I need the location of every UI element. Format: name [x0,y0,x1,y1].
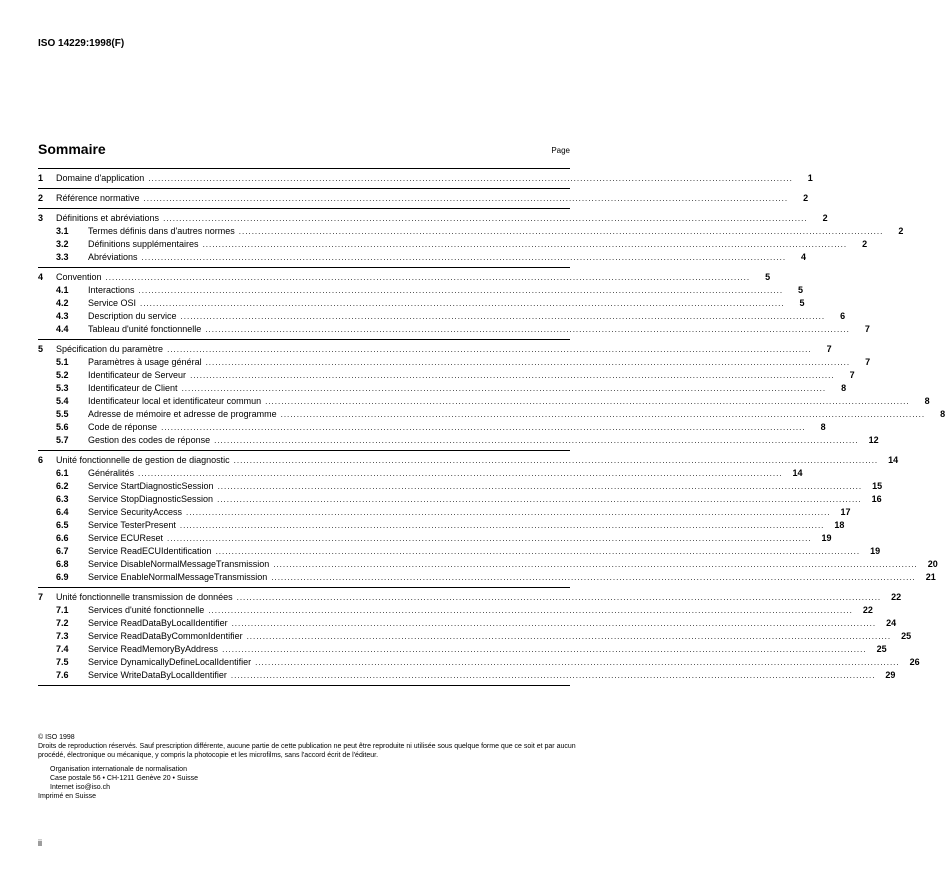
toc-subentry[interactable] [38,369,855,382]
entry-number: 4.2 [56,298,69,308]
entry-page: 7 [865,357,871,367]
toc-subentry[interactable] [38,251,807,264]
entry-page: 5 [798,285,804,295]
entry-title: Service ReadECUIdentification [88,546,212,556]
toc-subentry[interactable] [38,493,882,506]
toc-section [38,189,809,209]
entry-page: 6 [840,311,846,321]
dot-leader: ........................................................................................................................................................................................................ [205,358,851,367]
toc-subentry[interactable] [38,506,851,519]
page-column-label: Page [551,146,570,155]
toc-subentry[interactable] [38,519,845,532]
entry-number: 4 [38,272,44,282]
entry-title: Service ECUReset [88,533,164,543]
entry-number: 5.7 [56,435,69,445]
entry-title: Convention [56,272,102,282]
entry-number: 6.2 [56,481,69,491]
entry-page: 2 [862,239,868,249]
toc-entry[interactable] [38,271,771,284]
copyright: © ISO 1998 [38,734,75,741]
entry-number: 5.1 [56,357,69,367]
dot-leader: ........................................................................................................................................................................................................ [105,273,751,282]
dot-leader: ........................................................................................................................................................................................................ [138,286,784,295]
entry-title: Service TesterPresent [88,520,176,530]
entry-number: 5.2 [56,370,69,380]
entry-number: 5.4 [56,396,69,406]
entry-title: Référence normative [56,193,140,203]
dot-leader: ........................................................................................................................................................................................................ [181,384,827,393]
entry-page: 8 [940,409,945,419]
dot-leader: ........................................................................................................................................................................................................ [161,423,806,432]
entry-title: Identificateur de Serveur [88,370,187,380]
dot-leader: ........................................................................................................................................................................................................ [236,593,882,602]
toc-section [38,451,938,588]
entry-number: 7.1 [56,605,69,615]
dot-leader: ........................................................................................................................................................................................................ [214,436,859,445]
entry-title: Unité fonctionnelle transmission de données [56,592,233,602]
toc-subentry[interactable] [38,323,870,336]
dot-leader: ........................................................................................................................................................................................................ [190,371,835,380]
toc-subentry[interactable] [38,297,805,310]
toc-entry[interactable] [38,192,809,205]
toc-subentry[interactable] [38,630,912,643]
dot-leader: ........................................................................................................................................................................................................ [138,469,783,478]
toc-subentry[interactable] [38,395,930,408]
dot-leader: ........................................................................................................................................................................................................ [217,482,863,491]
toc-subentry[interactable] [38,656,920,669]
entry-title: Service StartDiagnosticSession [88,481,214,491]
dot-leader: ........................................................................................................................................................................................................ [233,456,879,465]
entry-page: 7 [826,344,832,354]
entry-number: 7.4 [56,644,69,654]
dot-leader: ........................................................................................................................................................................................................ [179,521,825,530]
entry-page: 25 [901,631,912,641]
entry-page: 22 [862,605,873,615]
entry-number: 6 [38,455,44,465]
toc-section [38,588,920,686]
entry-number: 4.3 [56,311,69,321]
entry-page: 14 [888,455,899,465]
org-name: Organisation internationale de normalisation [50,766,187,773]
toc-subentry[interactable] [38,643,887,656]
entry-number: 6.6 [56,533,69,543]
standard-id: ISO 14229:1998(F) [38,38,125,49]
entry-title: Service SecurityAccess [88,507,183,517]
entry-title: Service ReadMemoryByAddress [88,644,219,654]
entry-title: Interactions [88,285,135,295]
rights-notice: Droits de reproduction réservés. Sauf prescription différente, aucune partie de cette publication ne peut être reproduite ni utilisée sous quelque forme que ce soit et par aucun procédé, électronique ou mécanique, y compris la photocopie et les microfilms, sans l'accord écrit de l'éditeur. [38,743,576,759]
dot-leader: ........................................................................................................................................................................................................ [167,345,812,354]
entry-page: 5 [765,272,771,282]
entry-number: 5 [38,344,44,354]
entry-page: 8 [924,396,930,406]
dot-leader: ........................................................................................................................................................................................................ [265,397,910,406]
entry-number: 7.3 [56,631,69,641]
entry-number: 7.2 [56,618,69,628]
toc-subentry[interactable] [38,238,868,251]
entry-page: 19 [870,546,881,556]
dot-leader: ........................................................................................................................................................................................................ [231,619,877,628]
entry-page: 25 [876,644,887,654]
printed-in: Imprimé en Suisse [38,793,96,800]
dot-leader: ........................................................................................................................................................................................................ [271,573,916,582]
entry-page: 22 [891,592,902,602]
toc-subentry[interactable] [38,434,879,447]
entry-number: 3 [38,213,44,223]
entry-number: 3.1 [56,226,69,236]
entry-page: 7 [864,324,870,334]
dot-leader: ........................................................................................................................................................................................................ [208,606,853,615]
entry-title: Service WriteDataByLocalIdentifier [88,670,227,680]
entry-page: 8 [841,383,847,393]
dot-leader: ........................................................................................................................................................................................................ [238,227,884,236]
toc-subentry[interactable] [38,532,832,545]
dot-leader: ........................................................................................................................................................................................................ [205,325,850,334]
entry-page: 15 [872,481,883,491]
dot-leader: ........................................................................................................................................................................................................ [273,560,918,569]
toc-entry[interactable] [38,343,832,356]
entry-number: 1 [38,173,44,183]
entry-page: 17 [840,507,851,517]
entry-title: Service ReadDataByCommonIdentifier [88,631,243,641]
entry-title: Gestion des codes de réponse [88,435,211,445]
entry-title: Tableau d'unité fonctionnelle [88,324,202,334]
entry-number: 3.2 [56,239,69,249]
entry-number: 6.1 [56,468,69,478]
entry-number: 4.4 [56,324,69,334]
toc-section [38,268,870,340]
entry-page: 21 [925,572,936,582]
entry-title: Services d'unité fonctionnelle [88,605,205,615]
entry-number: 5.6 [56,422,69,432]
org-address: Case postale 56 • CH-1211 Genève 20 • Suisse [50,775,198,782]
footer [38,733,578,801]
entry-number: 2 [38,193,44,203]
entry-number: 5.3 [56,383,69,393]
entry-page: 18 [834,520,845,530]
entry-page: 1 [807,173,813,183]
toc-subentry[interactable] [38,617,897,630]
toc-subentry[interactable] [38,669,896,682]
entry-page: 5 [799,298,805,308]
dot-leader: ........................................................................................................................................................................................................ [255,658,900,667]
toc-subentry[interactable] [38,284,804,297]
entry-title: Identificateur local et identificateur commun [88,396,262,406]
entry-title: Adresse de mémoire et adresse de programme [88,409,277,419]
table-of-contents [38,168,945,686]
entry-page: 14 [792,468,803,478]
entry-page: 16 [871,494,882,504]
entry-number: 5.5 [56,409,69,419]
entry-number: 6.7 [56,546,69,556]
dot-leader: ........................................................................................................................................................................................................ [246,632,892,641]
entry-title: Abréviations [88,252,138,262]
entry-page: 8 [820,422,826,432]
entry-title: Service ReadDataByLocalIdentifier [88,618,228,628]
entry-page: 24 [886,618,897,628]
entry-page: 7 [849,370,855,380]
page-number: ii [38,838,42,848]
dot-leader: ........................................................................................................................................................................................................ [148,174,793,183]
toc-section [38,168,813,189]
toc-entry[interactable] [38,591,902,604]
toc-subentry[interactable] [38,310,846,323]
entry-page: 2 [898,226,904,236]
entry-page: 4 [801,252,807,262]
toc-subentry[interactable] [38,225,904,238]
entry-page: 2 [822,213,828,223]
entry-title: Code de réponse [88,422,158,432]
entry-title: Service OSI [88,298,137,308]
entry-title: Service StopDiagnosticSession [88,494,214,504]
entry-title: Définitions et abréviations [56,213,160,223]
toc-subentry[interactable] [38,604,873,617]
entry-title: Généralités [88,468,135,478]
toc-subentry[interactable] [38,545,881,558]
dot-leader: ........................................................................................................................................................................................................ [141,253,787,262]
entry-title: Identificateur de Client [88,383,178,393]
entry-number: 7.5 [56,657,69,667]
toc-title: Sommaire [38,141,106,157]
toc-entry[interactable] [38,454,899,467]
toc-entry[interactable] [38,172,813,185]
entry-page: 26 [909,657,920,667]
entry-number: 6.8 [56,559,69,569]
entry-title: Description du service [88,311,177,321]
dot-leader: ........................................................................................................................................................................................................ [163,214,808,223]
toc-subentry[interactable] [38,382,847,395]
entry-number: 7 [38,592,44,602]
entry-number: 4.1 [56,285,69,295]
dot-leader: ........................................................................................................................................................................................................ [140,299,785,308]
entry-number: 6.3 [56,494,69,504]
toc-subentry[interactable] [38,408,945,421]
entry-number: 3.3 [56,252,69,262]
entry-title: Domaine d'application [56,173,145,183]
entry-title: Unité fonctionnelle de gestion de diagnostic [56,455,230,465]
entry-page: 2 [803,193,809,203]
entry-title: Spécification du paramètre [56,344,164,354]
entry-number: 7.6 [56,670,69,680]
dot-leader: ........................................................................................................................................................................................................ [280,410,926,419]
entry-number: 6.5 [56,520,69,530]
toc-subentry[interactable] [38,467,803,480]
entry-number: 6.9 [56,572,69,582]
dot-leader: ........................................................................................................................................................................................................ [217,495,862,504]
toc-subentry[interactable] [38,558,938,571]
entry-page: 19 [821,533,832,543]
entry-title: Définitions supplémentaires [88,239,199,249]
toc-section [38,209,904,268]
entry-page: 29 [885,670,896,680]
entry-title: Paramètres à usage général [88,357,202,367]
dot-leader: ........................................................................................................................................................................................................ [186,508,831,517]
dot-leader: ........................................................................................................................................................................................................ [167,534,812,543]
entry-title: Service EnableNormalMessageTransmission [88,572,268,582]
dot-leader: ........................................................................................................................................................................................................ [202,240,848,249]
entry-page: 20 [927,559,938,569]
dot-leader: ........................................................................................................................................................................................................ [215,547,861,556]
dot-leader: ........................................................................................................................................................................................................ [222,645,867,654]
toc-subentry[interactable] [38,421,826,434]
dot-leader: ........................................................................................................................................................................................................ [230,671,876,680]
entry-title: Service DynamicallyDefineLocalIdentifier [88,657,252,667]
entry-title: Service DisableNormalMessageTransmission [88,559,270,569]
entry-title: Termes définis dans d'autres normes [88,226,235,236]
toc-subentry[interactable] [38,571,936,584]
toc-subentry[interactable] [38,480,883,493]
dot-leader: ........................................................................................................................................................................................................ [143,194,789,203]
toc-section [38,340,945,451]
org-internet: Internet iso@iso.ch [50,784,111,791]
toc-subentry[interactable] [38,356,871,369]
entry-number: 6.4 [56,507,69,517]
dot-leader: ........................................................................................................................................................................................................ [180,312,826,321]
toc-entry[interactable] [38,212,828,225]
entry-page: 12 [868,435,879,445]
